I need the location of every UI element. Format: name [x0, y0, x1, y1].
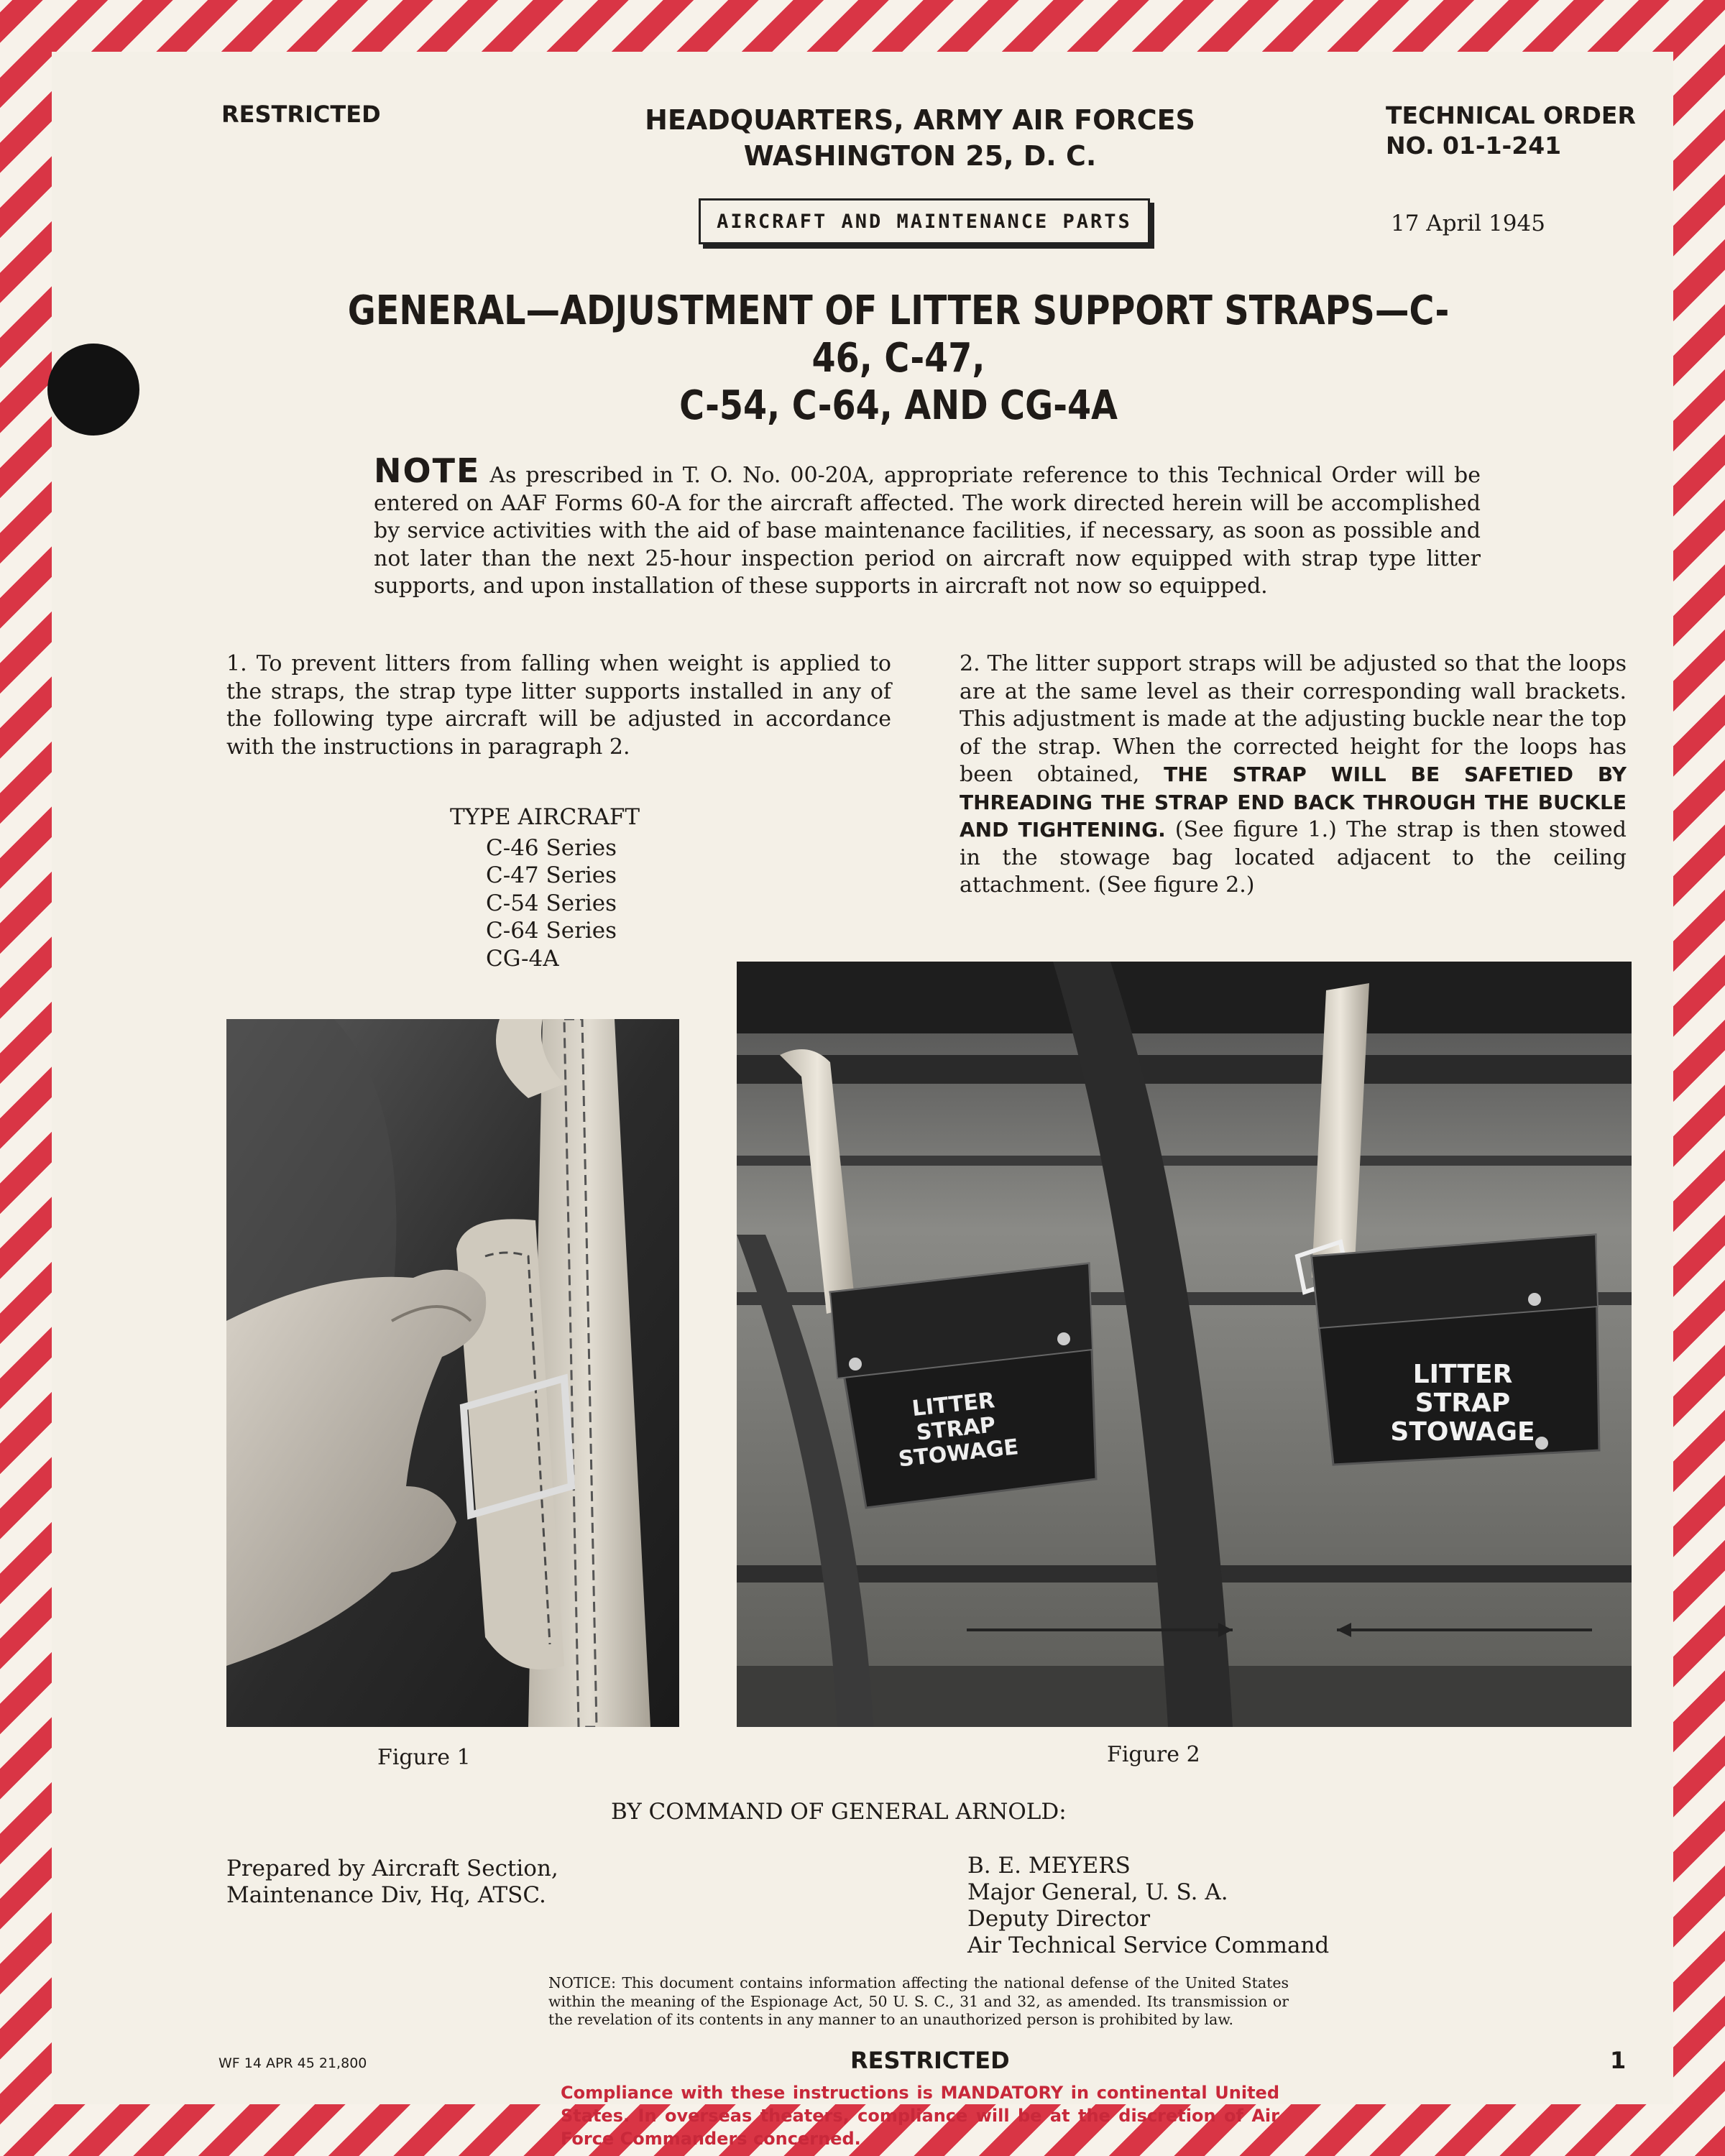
figure-1-caption: Figure 1 — [377, 1745, 471, 1770]
page-number: 1 — [1610, 2047, 1627, 2074]
paragraph-2-text: 2. The litter support straps will be adjusted so that the loops are at the same level as their corresponding wall brackets. This adjustment is made at the adjusting buckle near the top of the strap. When the corrected height for the loops has been obtained, — [960, 651, 1627, 787]
org-line-1: HEADQUARTERS, ARMY AIR FORCES — [645, 104, 1195, 136]
signatory-name: B. E. MEYERS — [967, 1853, 1131, 1879]
paragraph-1: 1. To prevent litters from falling when weight is applied to the straps, the strap type litter supports installed in any of the following type aircraft will be adjusted in accordance with the instructions in paragraph 2. — [226, 651, 891, 760]
figure-2-photo — [737, 962, 1632, 1727]
compliance-notice: Compliance with these instructions is MANDATORY in continental United States. In overseas theaters, compliance will be at the discretion of Air Force Commanders concerned. — [561, 2083, 1279, 2149]
note-text: As prescribed in T. O. No. 00-20A, appropriate reference to this Technical Order will be entered on AAF Forms 60-A for the aircraft affected. The work directed herein will be accomplished by service activities with the aid of base maintenance facilities, if necessary, as soon as possible and not later than the next 25-hour inspection period on aircraft now equipped with strap type litter supports, and upon installation of these supports in aircraft not now so equipped. — [374, 463, 1481, 599]
command-line: BY COMMAND OF GENERAL ARNOLD: — [611, 1799, 1067, 1825]
technical-order-number: NO. 01-1-241 — [1386, 132, 1562, 160]
header-organization — [518, 102, 1322, 174]
technical-order-label: TECHNICAL ORDER — [1386, 101, 1636, 129]
technical-order-block — [1386, 101, 1636, 161]
signatory-command: Air Technical Service Command — [967, 1932, 1330, 1958]
print-code: WF 14 APR 45 21,800 — [218, 2055, 367, 2071]
aircraft-item: C-54 Series — [486, 890, 617, 916]
title-line-1: GENERAL—ADJUSTMENT OF LITTER SUPPORT STRAPS—C-46, C-47, — [347, 287, 1450, 382]
aircraft-list-heading: TYPE AIRCRAFT — [450, 804, 640, 830]
aircraft-list — [450, 803, 640, 972]
classification-bottom: RESTRICTED — [850, 2047, 1010, 2074]
note-block — [374, 451, 1481, 601]
category-box: AIRCRAFT AND MAINTENANCE PARTS — [699, 198, 1150, 244]
classification-top: RESTRICTED — [221, 101, 381, 128]
figure-2-caption: Figure 2 — [1107, 1742, 1200, 1767]
paragraph-2-emphasis: THE STRAP WILL BE SAFETIED BY THREADING THE STRAP END BACK THROUGH THE BUCKLE AND TIGHTENING. — [960, 763, 1627, 842]
figure-1-illustration — [226, 1019, 679, 1727]
punch-hole — [47, 344, 139, 436]
paragraph-2-reference: (See figure 1.) The strap is then stowed in the stowage bag located adjacent to the ceiling attachment. (See figure 2.) — [960, 817, 1627, 898]
security-notice: NOTICE: This document contains information affecting the national defense of the United States within the meaning of the Espionage Act, 50 U. S. C., 31 and 32, as amended. Its transmission or the revelation of its contents in any manner to an unauthorized person is prohibited by law. — [548, 1974, 1289, 2028]
note-keyword: NOTE — [374, 451, 481, 490]
title-line-2: C-54, C-64, AND CG-4A — [679, 382, 1118, 429]
document-date: 17 April 1945 — [1391, 211, 1545, 236]
bag-label-right: LITTER STRAP STOWAGE — [1390, 1360, 1535, 1447]
aircraft-item: C-64 Series — [486, 918, 617, 944]
aircraft-item: CG-4A — [486, 945, 559, 972]
prepared-line: Prepared by Aircraft Section, — [226, 1856, 558, 1881]
aircraft-item: C-46 Series — [486, 834, 617, 861]
figure-2-illustration — [737, 962, 1632, 1727]
prepared-line: Maintenance Div, Hq, ATSC. — [226, 1882, 546, 1908]
document-title — [318, 287, 1479, 430]
prepared-by — [226, 1856, 558, 1909]
paragraph-2 — [960, 650, 1627, 900]
signatory-title: Deputy Director — [967, 1906, 1151, 1932]
bag-label-left: LITTER STRAP STOWAGE — [897, 1388, 1020, 1473]
figure-1-photo — [226, 1019, 679, 1727]
org-line-2: WASHINGTON 25, D. C. — [743, 140, 1097, 172]
signatory-rank: Major General, U. S. A. — [967, 1879, 1228, 1905]
aircraft-item: C-47 Series — [486, 862, 617, 888]
signature-block — [967, 1853, 1329, 1959]
